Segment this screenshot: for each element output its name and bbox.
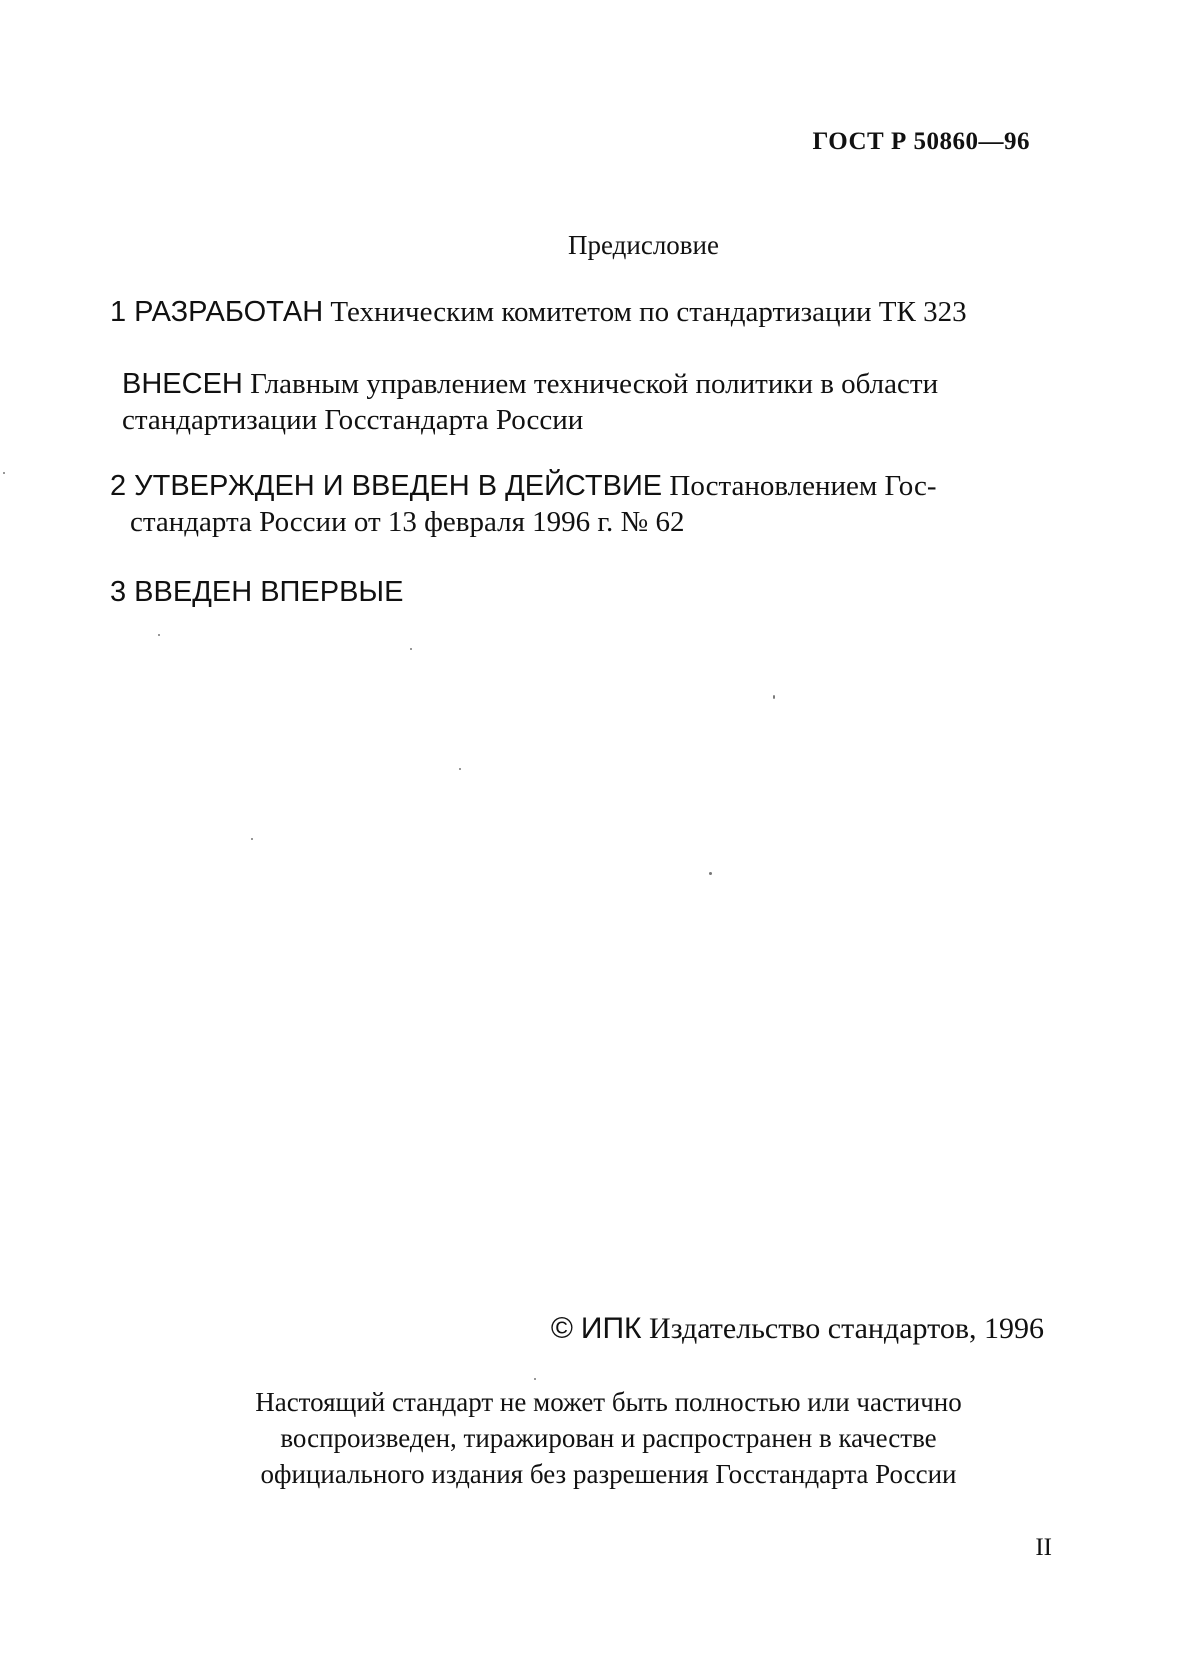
item-lead: 3 ВВЕДЕН ВПЕРВЫЕ bbox=[110, 576, 404, 608]
document-code: ГОСТ Р 50860—96 bbox=[812, 128, 1030, 155]
item-text-line2: стандарта России от 13 февраля 1996 г. № 62 bbox=[130, 506, 685, 538]
preface-item-approved bbox=[110, 468, 1040, 540]
notice-line: официального издания без разрешения Госстандарта России bbox=[260, 1459, 957, 1489]
item-text: Техническим комитетом по стандартизации ТК 323 bbox=[323, 296, 967, 328]
scan-speck bbox=[709, 872, 712, 875]
scan-speck bbox=[158, 634, 160, 636]
preface-item-first-introduced bbox=[110, 574, 1040, 610]
scan-speck bbox=[3, 472, 5, 474]
scan-speck bbox=[773, 695, 775, 699]
item-lead: 1 РАЗРАБОТАН bbox=[110, 296, 324, 328]
copyright-line bbox=[551, 1312, 1044, 1346]
scan-speck bbox=[534, 1378, 536, 1380]
scan-speck bbox=[459, 768, 461, 770]
page-number: II bbox=[1035, 1534, 1052, 1561]
item-text-line2: стандартизации Госстандарта России bbox=[122, 404, 584, 436]
preface-item-developed bbox=[110, 294, 1040, 330]
item-text-line1: Главным управлением технической политики в области bbox=[242, 368, 939, 400]
preface-title: Предисловие bbox=[568, 230, 719, 260]
copyright-symbol: © bbox=[550, 1312, 573, 1345]
preface-item-introduced bbox=[122, 366, 1052, 438]
copyright-text: Издательство стандартов, 1996 bbox=[641, 1312, 1044, 1345]
scan-speck bbox=[410, 648, 412, 650]
scan-speck bbox=[251, 838, 253, 840]
copyright-org: ИПК bbox=[580, 1312, 642, 1345]
notice-line: Настоящий стандарт не может быть полностью или частично bbox=[255, 1387, 962, 1417]
item-text-line1: Постановлением Гос- bbox=[662, 470, 937, 502]
notice-line: воспроизведен, тиражирован и распространен в качестве bbox=[280, 1423, 937, 1453]
reproduction-notice bbox=[0, 1384, 1187, 1492]
item-lead: 2 УТВЕРЖДЕН И ВВЕДЕН В ДЕЙСТВИЕ bbox=[110, 470, 663, 502]
item-lead: ВНЕСЕН bbox=[122, 368, 243, 400]
